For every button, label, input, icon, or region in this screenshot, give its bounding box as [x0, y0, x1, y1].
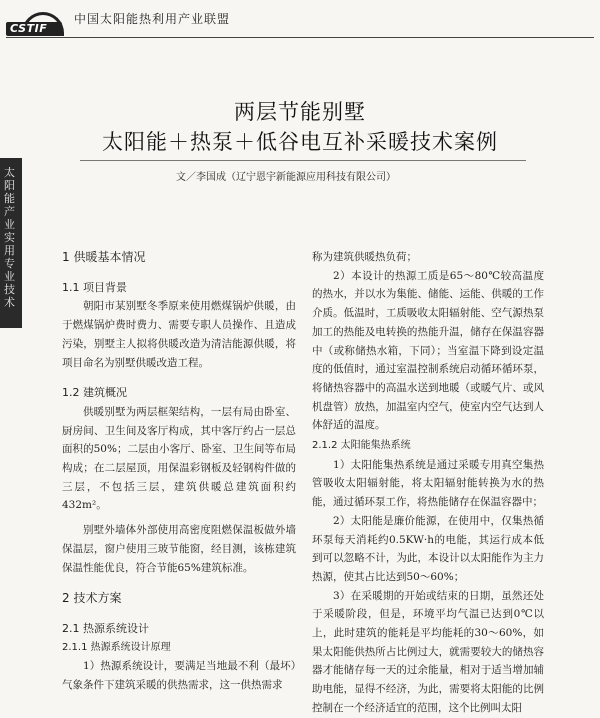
paragraph: 3）在采暖期的开始或结束的日期，虽然还处于采暖阶段，但是，环境平均气温已达到0℃以上，此时建筑的能耗是平均能耗的30～60%，如果太阳能供热所占比例过大，就需要较大的储热容器才能储存每一天的过余能量，相对于适当增加辅助电能，显得不经济，为此，需要将太阳能的比例控制在一个经济适宜的范围，这个比例叫太阳 [312, 589, 544, 714]
section-heading: 2 技术方案 [62, 591, 122, 606]
paragraph: 朝阳市某别墅冬季原来使用燃煤锅炉供暖，由于燃煤锅炉费时费力、需要专职人员操作、且造成污染，别墅主人拟将供暖改造为清洁能源供暖，将项目命名为别墅供暖改造工程。 [62, 300, 296, 369]
paragraph: 1）热源系统设计，要满足当地最不利（最坏）气象条件下建筑采暖的供热需求，这一供热需求 [62, 660, 296, 692]
article-author: 文／李国成（辽宁恩宇新能源应用科技有限公司） [176, 172, 396, 183]
paragraph: 供暖别墅为两层框架结构，一层有局由卧室、厨房间、卫生间及客厅构成，其中客厅约占一层总面积的50%；二层由小客厅、卧室、卫生间等布局构成；在二层屋顶，用保温彩钢板及轻钢构件做的三层，不包括三层，建筑供暖总建筑面积约432m²。 [62, 405, 296, 512]
paragraph: 2）本设计的热源工质是65～80℃较高温度的热水，并以水为集能、储能、运能、供暖的工作介质。低温时，工质吸收太阳辐射能、空气源热泵加工的热能及电转换的热能升温，储存在保温容器中（或称储热水箱，下同）；当室温下降到设定温度的低值时，通过室温控制系统启动循环循环泵，将储热容器中的高温水送到地暖（或暖气片、或风机盘管）放热，加温室内空气，使室内空气达到人体舒适的温度。 [312, 269, 544, 432]
paragraph: 称为建筑供暖热负荷； [312, 251, 417, 263]
subsection-heading: 2.1 热源系统设计 [62, 621, 149, 635]
title-divider [80, 160, 526, 161]
article-title-line2: 太阳能＋热泵＋低谷电互补采暖技术案例 [102, 130, 498, 154]
logo-text: CSTIF [10, 22, 48, 35]
side-tab-text: 太阳能产业实用专业技术 [4, 166, 15, 309]
article-title-line1: 两层节能别墅 [234, 100, 366, 124]
header-title: 中国太阳能热利用产业联盟 [74, 12, 231, 26]
section-heading: 1 供暖基本情况 [62, 250, 146, 264]
subsubsection-heading: 2.1.1 热源系统设计原理 [62, 641, 171, 653]
subsection-heading: 1.2 建筑概况 [62, 386, 127, 400]
subsubsection-heading: 2.1.2 太阳能集热系统 [312, 440, 411, 452]
left-column [62, 248, 296, 695]
paragraph: 2）太阳能是廉价能源，在使用中，仅集热循环泵每天消耗约0.5KW·h的电能，其运行成本低到可以忽略不计，为此，本设计以太阳能作为主力热源，使其占比达到50～60%； [312, 514, 544, 583]
subsection-heading: 1.1 项目背景 [62, 280, 127, 294]
right-column [312, 248, 544, 718]
header-divider [6, 37, 594, 38]
page-header [0, 0, 600, 46]
side-tab [0, 158, 22, 328]
paragraph: 1）太阳能集热系统是通过采暖专用真空集热管吸收太阳辐射能，将太阳辐射能转换为水的热能，通过循环泵工作，将热能储存在保温容器中； [312, 458, 544, 509]
paragraph: 别墅外墙体外部使用高密度阻燃保温板做外墙保温层，窗户使用三玻节能窗，经目测，该栋建筑保温性能优良，符合节能65%建筑标准。 [62, 524, 296, 574]
